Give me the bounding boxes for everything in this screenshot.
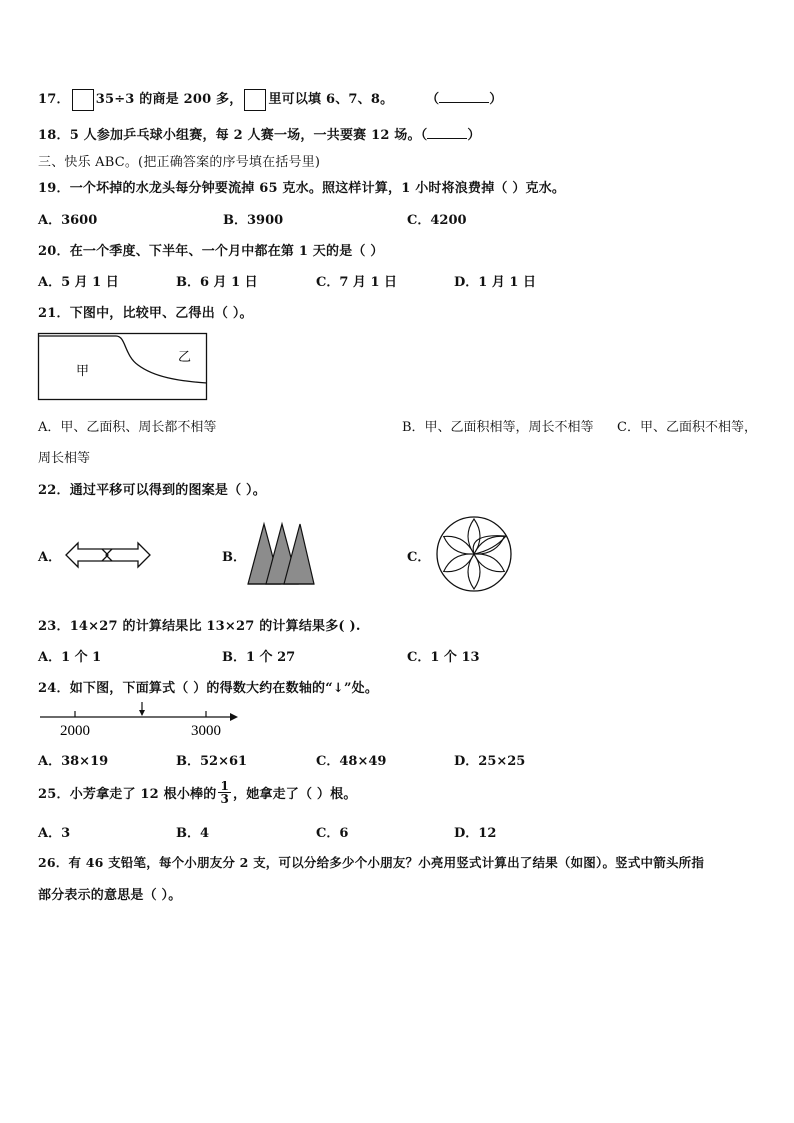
q21-option-b[interactable]: B．甲、乙面积相等，周长不相等 [402, 420, 594, 435]
q19-option-a[interactable]: A．3600 [38, 213, 98, 228]
q22-option-c-label[interactable]: C． [407, 550, 431, 565]
q18-answer-blank[interactable] [427, 126, 467, 139]
q17-text-a: 35÷3 的商是 200 多， [95, 92, 243, 107]
q25-option-d[interactable]: D．12 [454, 826, 497, 841]
q23-option-a[interactable]: A．1 个 1 [38, 650, 102, 665]
q22-option-a-label[interactable]: A． [38, 550, 62, 565]
question-21: 21．下图中，比较甲、乙得出（ ）。 [38, 306, 253, 321]
q25-text-a: 25．小芳拿走了 12 根小棒的 [38, 787, 217, 802]
fraction-denominator: 3 [220, 792, 229, 806]
q17-answer-blank[interactable] [439, 90, 489, 103]
question-22: 22．通过平移可以得到的图案是（ ）。 [38, 483, 266, 498]
q19-option-c[interactable]: C．4200 [407, 213, 467, 228]
q22-option-b-label[interactable]: B． [222, 550, 246, 565]
tick-label-3000: 3000 [191, 723, 221, 739]
q17-number: 17． [38, 92, 70, 107]
question-25 [38, 780, 357, 805]
q25-option-a[interactable]: A．3 [38, 826, 71, 841]
q21-figure [38, 333, 208, 401]
tick-label-2000: 2000 [60, 723, 90, 739]
question-20: 20．在一个季度、下半年、一个月中都在第 1 天的是（ ） [38, 244, 384, 259]
q24-option-b[interactable]: B．52×61 [176, 754, 248, 769]
fraction-one-third [218, 780, 231, 805]
q20-option-b[interactable]: B．6 月 1 日 [176, 275, 258, 290]
question-19: 19．一个坏掉的水龙头每分钟要流掉 65 克水。照这样计算，1 小时将浪费掉（ ）克水。 [38, 181, 566, 196]
q19-option-b[interactable]: B．3900 [223, 213, 284, 228]
question-18 [38, 124, 481, 143]
q25-option-c[interactable]: C．6 [316, 826, 349, 841]
fraction-numerator: 1 [220, 779, 229, 793]
q25-option-b[interactable]: B．4 [176, 826, 210, 841]
question-26-line-1: 26．有 46 支铅笔，每个小朋友分 2 支，可以分给多少个小朋友？小亮用竖式计算出了结果（如图）。竖式中箭头所指 [38, 855, 705, 870]
q24-number-line [38, 700, 238, 740]
q23-option-c[interactable]: C．1 个 13 [407, 650, 480, 665]
section-3-heading: 三、快乐 ABC。(把正确答案的序号填在括号里) [38, 155, 321, 170]
answer-box-1[interactable] [72, 89, 94, 111]
q24-option-d[interactable]: D．25×25 [454, 754, 526, 769]
q17-paren-open: （ [426, 92, 440, 107]
q18-paren-close: ） [467, 128, 481, 143]
question-23: 23．14×27 的计算结果比 13×27 的计算结果多( ). [38, 619, 361, 634]
q17-paren-close: ） [489, 92, 503, 107]
q18-text: 18．5 人参加乒乓球小组赛，每 2 人赛一场，一共要赛 12 场。（ [38, 128, 428, 143]
q17-text-b: 里可以填 6、7、8。 [268, 92, 394, 107]
q22-option-b-figure[interactable] [246, 522, 316, 586]
label-jia: 甲 [76, 364, 90, 379]
q21-option-a[interactable]: A．甲、乙面积、周长都不相等 [38, 420, 217, 435]
q20-option-a[interactable]: A．5 月 1 日 [38, 275, 119, 290]
label-yi: 乙 [178, 350, 192, 365]
q24-option-c[interactable]: C．48×49 [316, 754, 387, 769]
q22-option-c-figure[interactable] [434, 516, 514, 592]
answer-box-2[interactable] [244, 89, 266, 111]
q20-option-d[interactable]: D．1 月 1 日 [454, 275, 536, 290]
q23-option-b[interactable]: B．1 个 27 [222, 650, 296, 665]
q20-option-c[interactable]: C．7 月 1 日 [316, 275, 398, 290]
question-17 [38, 88, 502, 111]
q25-text-b: ，她拿走了（ ）根。 [233, 787, 357, 802]
q21-option-c[interactable]: C．甲、乙面积不相等， [617, 420, 757, 435]
q24-option-a[interactable]: A．38×19 [38, 754, 109, 769]
question-24: 24．如下图，下面算式（ ）的得数大约在数轴的“↓”处。 [38, 681, 379, 696]
question-26-line-2: 部分表示的意思是（ ）。 [38, 888, 182, 903]
q22-option-a-figure[interactable] [64, 537, 152, 573]
q21-option-c-continued: 周长相等 [38, 451, 91, 466]
